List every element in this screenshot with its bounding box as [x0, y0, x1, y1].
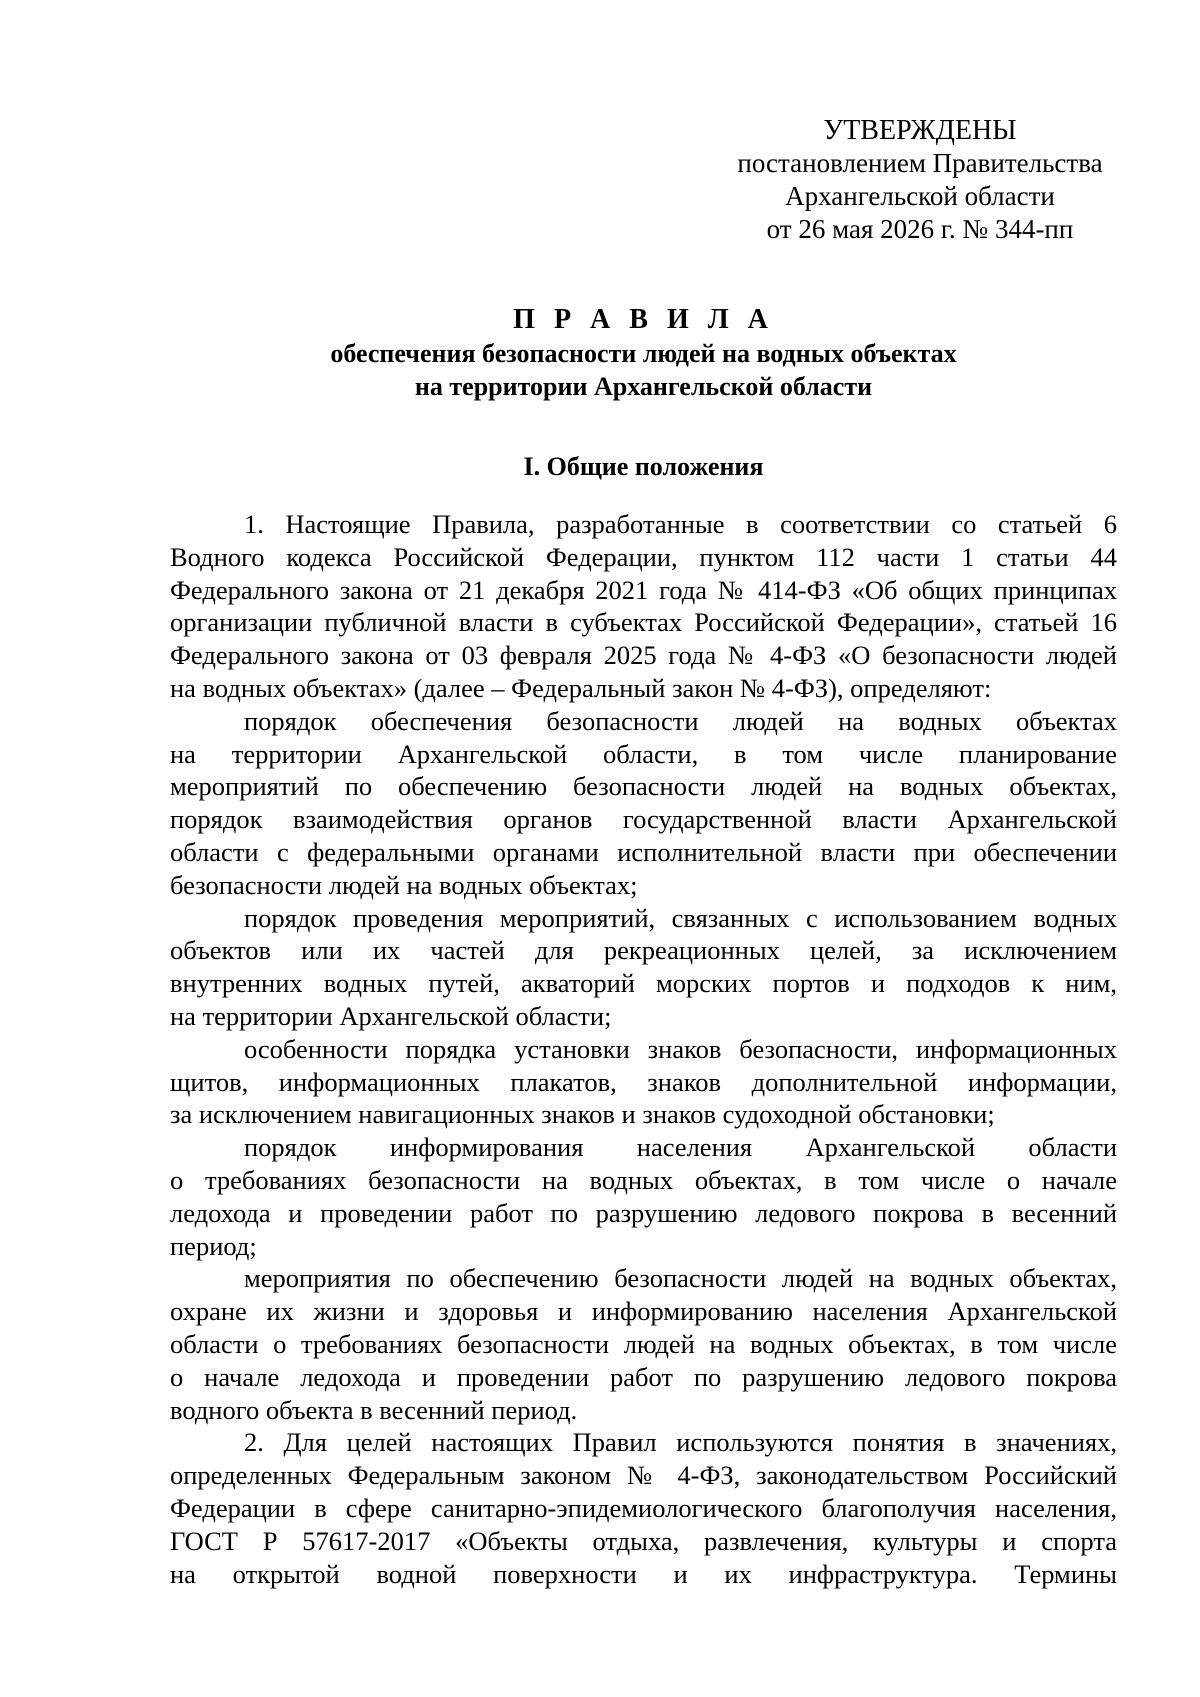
body-line: Водного кодекса Российской Федерации, пунктом 112 части 1 статьи 44 [170, 541, 1117, 572]
body-line: области о требованиях безопасности людей на водных объектах, в том числе [170, 1328, 1117, 1359]
section-heading: I. Общие положения [523, 452, 764, 481]
approved-label: УТВЕРЖДЕНЫ [823, 115, 1017, 146]
document-title [170, 303, 1117, 403]
body-line: о требованиях безопасности на водных объектах, в том числе о начале [170, 1164, 1117, 1195]
body-line: щитов, информационных плакатов, знаков дополнительной информации, [170, 1066, 1117, 1097]
body-line: порядок проведения мероприятий, связанных с использованием водных [244, 902, 1117, 933]
body-line: водного объекта в весенний период. [170, 1394, 578, 1425]
body-line: на водных объектах» (далее – Федеральный закон № 4-ФЗ), определяют: [170, 672, 992, 703]
approval-line-1: постановлением Правительства [737, 148, 1103, 178]
body-line: ледохода и проведении работ по разрушению ледового покрова в весенний [170, 1197, 1117, 1228]
approval-line-3: от 26 мая 2026 г. № 344-пп [766, 214, 1074, 244]
approval-stamp [700, 114, 1140, 246]
body-line: организации публичной власти в субъектах Российской Федерации», статьей 16 [170, 607, 1117, 638]
body-line: объектов или их частей для рекреационных целей, за исключением [170, 935, 1117, 966]
body-line: на территории Архангельской области, в том числе планирование [170, 738, 1117, 769]
body-line: 2. Для целей настоящих Правил используются понятия в значениях, [244, 1427, 1117, 1458]
body-line: на территории Архангельской области; [170, 1000, 612, 1031]
subtitle-line-2: на территории Архангельской области [414, 372, 873, 401]
body-line: ГОСТ Р 57617-2017 «Объекты отдыха, развлечения, культуры и спорта [170, 1525, 1117, 1556]
body-line: на открытой водной поверхности и их инфраструктура. Термины [170, 1558, 1117, 1589]
document-type: П Р А В И Л А [513, 304, 774, 335]
body-line: порядок взаимодействия органов государственной власти Архангельской [170, 804, 1117, 835]
body-line: области с федеральными органами исполнительной власти при обеспечении [170, 836, 1117, 867]
body-line: мероприятия по обеспечению безопасности людей на водных объектах, [244, 1263, 1117, 1294]
body-line: охране их жизни и здоровья и информированию населения Архангельской [170, 1296, 1117, 1327]
approval-line-2: Архангельской области [785, 181, 1055, 211]
body-line: порядок обеспечения безопасности людей на водных объектах [244, 705, 1117, 736]
body-line: о начале ледохода и проведении работ по разрушению ледового покрова [170, 1361, 1117, 1392]
body-line: безопасности людей на водных объектах; [170, 869, 638, 900]
body-line: порядок информирования населения Архангельской области [244, 1132, 1117, 1163]
document-subtitle [170, 337, 1117, 403]
body-line: Федерации в сфере санитарно-эпидемиологического благополучия населения, [170, 1492, 1117, 1523]
body-line: период; [170, 1230, 257, 1261]
body-line: особенности порядка установки знаков безопасности, информационных [244, 1033, 1117, 1064]
document-body [170, 508, 1117, 1590]
subtitle-line-1: обеспечения безопасности людей на водных объектах [330, 339, 957, 368]
body-line: Федерального закона от 21 декабря 2021 года № 414-ФЗ «Об общих принципах [170, 574, 1117, 605]
body-line: 1. Настоящие Правила, разработанные в соответствии со статьей 6 [244, 509, 1117, 539]
body-line: Федерального закона от 03 февраля 2025 года № 4-ФЗ «О безопасности людей [170, 640, 1117, 671]
body-line: внутренних водных путей, акваторий морских портов и подходов к ним, [170, 968, 1117, 999]
body-line: определенных Федеральным законом № 4-ФЗ, законодательством Российский [170, 1460, 1117, 1491]
body-line: за исключением навигационных знаков и знаков судоходной обстановки; [170, 1099, 995, 1130]
body-line: мероприятий по обеспечению безопасности людей на водных объектах, [170, 771, 1117, 802]
